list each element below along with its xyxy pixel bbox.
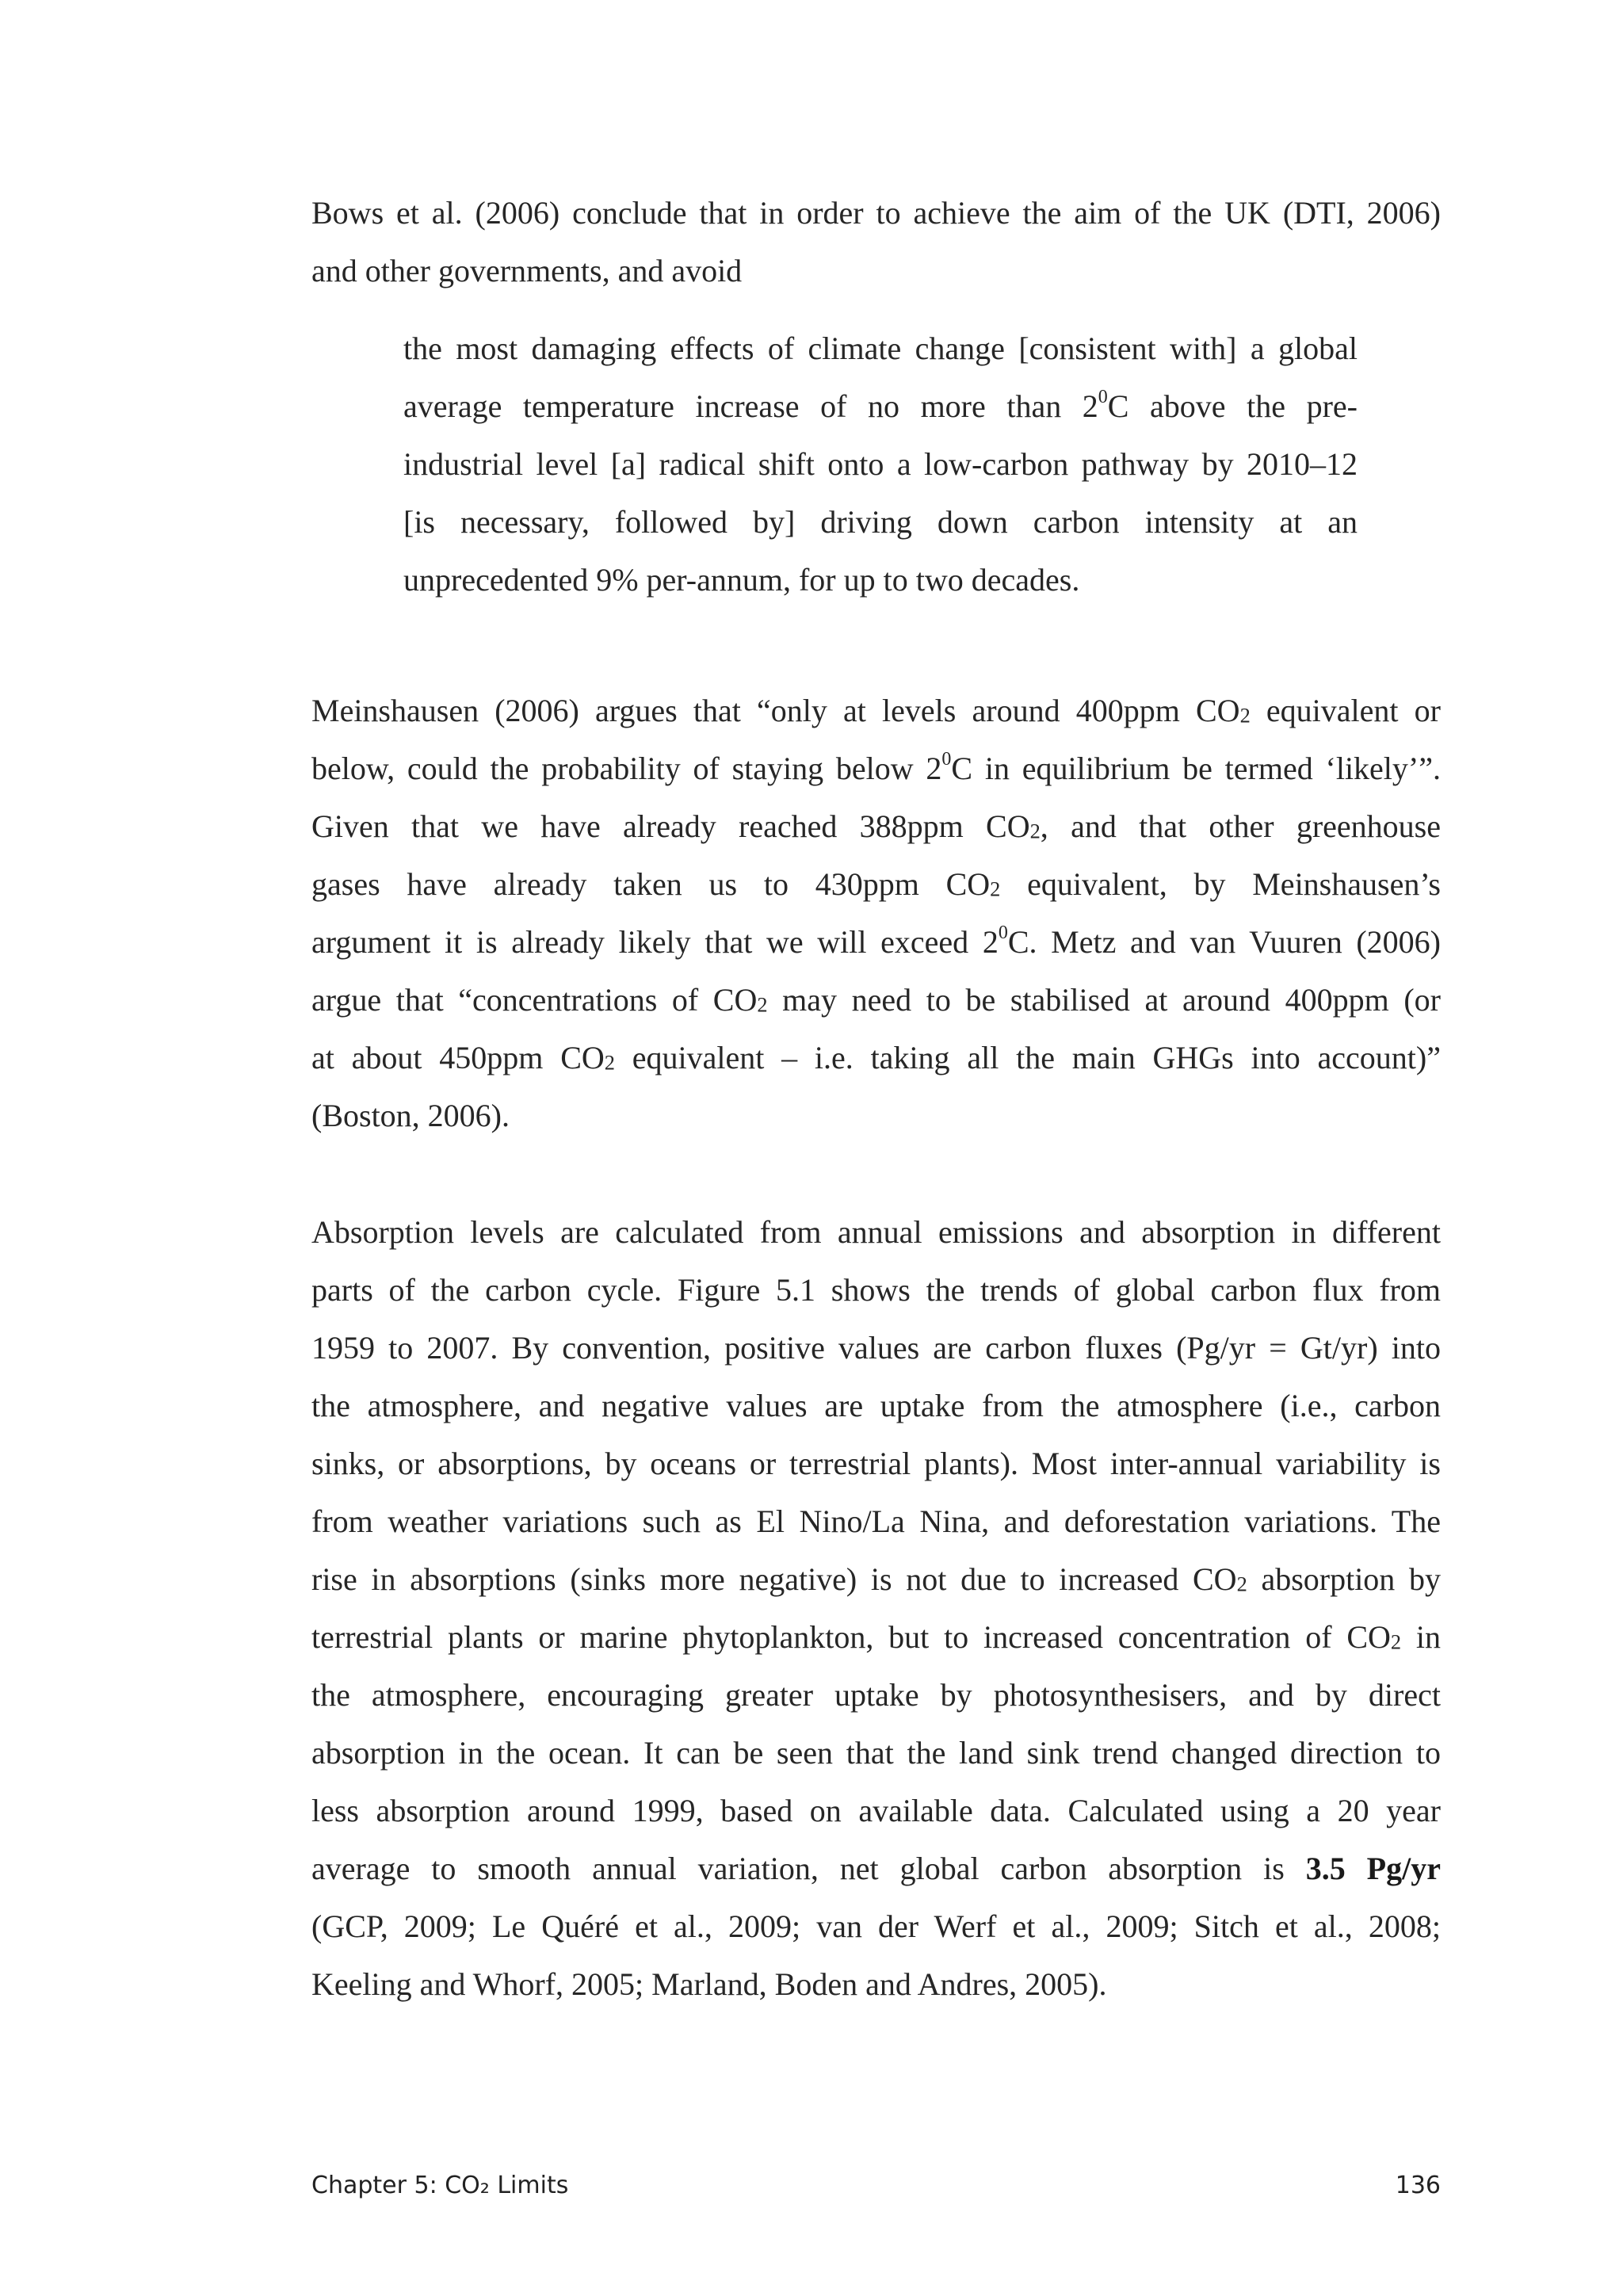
paragraph-bows xyxy=(311,184,1441,300)
text-line: Absorption levels are calculated from annual emissions and absorption in different xyxy=(311,1214,1441,1250)
text-line xyxy=(311,913,1441,971)
quote-line: industrial level [a] radical shift onto a low-carbon pathway by 2010–12 xyxy=(403,446,1358,482)
text-line: the atmosphere, encouraging greater uptake by photosynthesisers, and by direct xyxy=(311,1677,1441,1713)
text-run: rise in absorptions (sinks more negative) is not due to increased CO xyxy=(311,1561,1237,1597)
text-run: terrestrial plants or marine phytoplankton, but to increased concentration of CO xyxy=(311,1619,1391,1655)
subscript: 2 xyxy=(757,992,768,1017)
text-run: C. Metz and van Vuuren (2006) xyxy=(1007,924,1441,960)
text-line xyxy=(311,1550,1441,1608)
paragraph-absorption xyxy=(311,1203,1441,2013)
text-run: Meinshausen (2006) argues that “only at levels around 400ppm CO xyxy=(311,693,1240,728)
text-run: argue that “concentrations of CO xyxy=(311,982,758,1018)
text-line: (GCP, 2009; Le Quéré et al., 2009; van der Werf et al., 2009; Sitch et al., 2008; xyxy=(311,1908,1441,1944)
text-line: less absorption around 1999, based on available data. Calculated using a 20 year xyxy=(311,1793,1441,1828)
degree-superscript: 0 xyxy=(1098,387,1108,407)
text-run: at about 450ppm CO xyxy=(311,1040,605,1075)
quote-text: C above the pre- xyxy=(1107,388,1358,424)
degree-superscript: 0 xyxy=(941,749,952,770)
text-run: in xyxy=(1401,1619,1441,1655)
page-footer xyxy=(311,2172,1441,2211)
quote-line: [is necessary, followed by] driving down carbon intensity at an xyxy=(403,504,1358,540)
text-line: and other governments, and avoid xyxy=(311,253,743,288)
footer-chapter-title: Chapter 5: CO₂ Limits xyxy=(311,2172,569,2199)
subscript: 2 xyxy=(1029,819,1041,843)
subscript: 2 xyxy=(1239,703,1251,728)
text-run: equivalent or xyxy=(1250,693,1441,728)
text-run: absorption by xyxy=(1247,1561,1441,1597)
bold-value: 3.5 Pg/yr xyxy=(1305,1851,1441,1886)
text-line xyxy=(311,971,1441,1029)
text-run: C in equilibrium be termed ‘likely’”. xyxy=(951,751,1441,786)
subscript: 2 xyxy=(604,1050,615,1075)
quote-text: average temperature increase of no more than 2 xyxy=(403,388,1098,424)
text-line: from weather variations such as El Nino/La Nina, and deforestation variations. The xyxy=(311,1503,1441,1539)
quote-line: the most damaging effects of climate change [consistent with] a global xyxy=(403,330,1358,366)
text-line xyxy=(311,1029,1441,1087)
text-run: may need to be stabilised at around 400ppm (or xyxy=(767,982,1442,1018)
subscript: 2 xyxy=(990,877,1001,901)
text-line: (Boston, 2006). xyxy=(311,1098,510,1133)
text-line xyxy=(311,682,1441,739)
quote-line: unprecedented 9% per-annum, for up to two decades. xyxy=(403,562,1080,598)
text-run: average to smooth annual variation, net global carbon absorption is xyxy=(311,1851,1306,1886)
text-line xyxy=(311,797,1441,855)
quote-line xyxy=(403,377,1358,435)
text-run: equivalent – i.e. taking all the main GHGs into account)” xyxy=(614,1040,1441,1075)
text-line xyxy=(311,1608,1441,1666)
text-line: sinks, or absorptions, by oceans or terrestrial plants). Most inter-annual variability is xyxy=(311,1446,1441,1481)
text-line: the atmosphere, and negative values are uptake from the atmosphere (i.e., carbon xyxy=(311,1388,1441,1423)
text-run: equivalent, by Meinshausen’s xyxy=(1000,866,1441,902)
text-line: Bows et al. (2006) conclude that in order to achieve the aim of the UK (DTI, 2006) xyxy=(311,195,1441,231)
text-line xyxy=(311,739,1441,797)
block-quote xyxy=(403,319,1358,609)
text-line: parts of the carbon cycle. Figure 5.1 shows the trends of global carbon flux from xyxy=(311,1272,1441,1308)
text-line: 1959 to 2007. By convention, positive values are carbon fluxes (Pg/yr = Gt/yr) into xyxy=(311,1330,1441,1366)
page-number: 136 xyxy=(1395,2172,1441,2199)
text-line xyxy=(311,1839,1441,1897)
text-line: Keeling and Whorf, 2005; Marland, Boden and Andres, 2005). xyxy=(311,1966,1107,2002)
text-run: , and that other greenhouse xyxy=(1040,808,1442,844)
text-line xyxy=(311,855,1441,913)
degree-superscript: 0 xyxy=(998,923,1008,943)
text-run: below, could the probability of staying below 2 xyxy=(311,751,942,786)
text-line: absorption in the ocean. It can be seen that the land sink trend changed direction to xyxy=(311,1735,1441,1771)
text-run: gases have already taken us to 430ppm CO xyxy=(311,866,991,902)
text-run: Given that we have already reached 388ppm CO xyxy=(311,808,1030,844)
subscript: 2 xyxy=(1390,1629,1402,1654)
subscript: 2 xyxy=(1236,1572,1247,1596)
paragraph-meinshausen xyxy=(311,682,1441,1144)
text-run: argument it is already likely that we will exceed 2 xyxy=(311,924,999,960)
